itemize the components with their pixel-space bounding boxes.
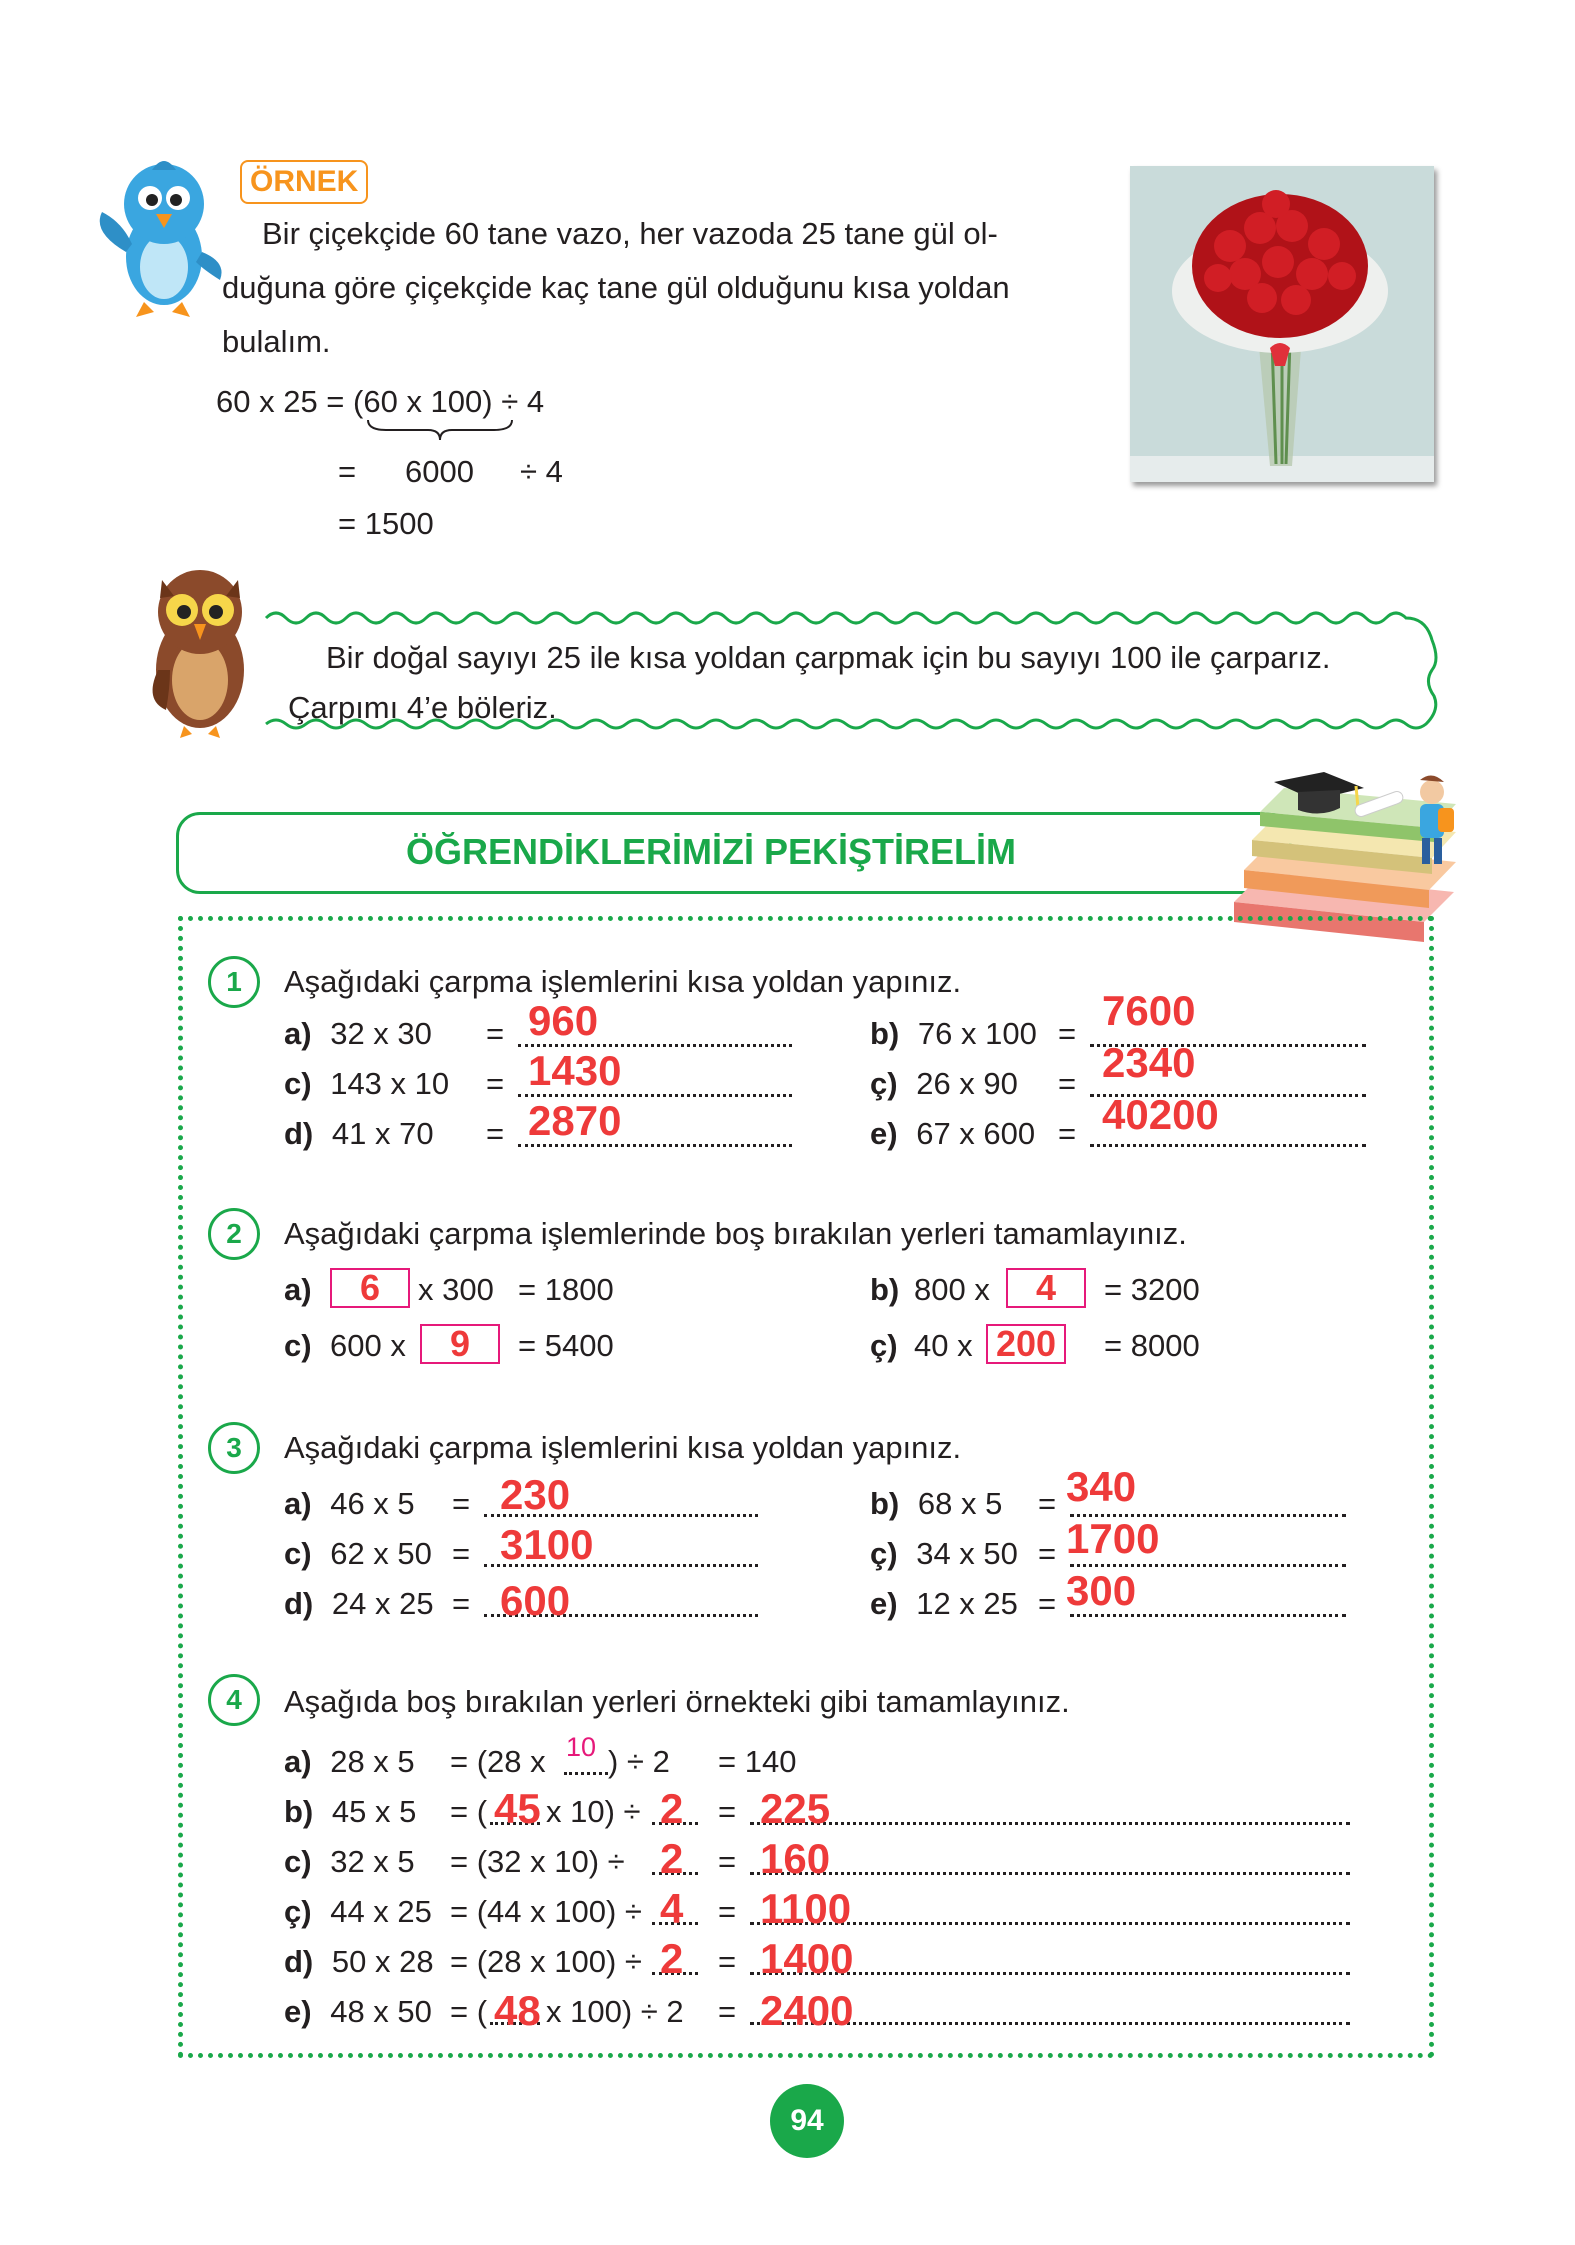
example-calc-line1: [216, 386, 544, 417]
q3-item-b-answer: 340: [1066, 1463, 1137, 1510]
q4-row-e: [284, 1996, 432, 2027]
info-text-line1: Bir doğal sayıyı 25 ile kısa yoldan çarpmak için bu sayıyı 100 ile çarparız.: [326, 640, 1331, 675]
q3-item-d: [284, 1588, 434, 1619]
question-4-number: 4: [208, 1674, 260, 1726]
question-4-prompt: Aşağıda boş bırakılan yerleri örnekteki gibi tamamlayınız.: [284, 1684, 1070, 1719]
q3-item-a: [284, 1488, 415, 1519]
q3-item-cc-expr: 34 x 50: [916, 1536, 1018, 1571]
q1-item-d-expr: 41 x 70: [331, 1116, 434, 1151]
question-1-prompt: Aşağıdaki çarpma işlemlerini kısa yoldan yapınız.: [284, 964, 962, 999]
q1-item-e-answer: 40200: [1102, 1091, 1219, 1138]
example-badge-label: ÖRNEK: [250, 165, 359, 198]
q1-item-c-label: c): [284, 1066, 312, 1101]
q1-item-cc-expr: 26 x 90: [916, 1066, 1018, 1101]
q4-row-c-label: c): [284, 1844, 312, 1879]
question-2-prompt: Aşağıdaki çarpma işlemlerinde boş bırakılan yerleri tamamlayınız.: [284, 1216, 1187, 1251]
q4-example-row: [284, 1746, 415, 1777]
q2-cc-answer: 200: [995, 1323, 1057, 1364]
example-text-line1: Bir çiçekçide 60 tane vazo, her vazoda 25 tane gül ol-: [262, 216, 998, 251]
q4-row-c-result-line: [750, 1872, 1350, 1875]
q1-item-d: [284, 1118, 434, 1149]
q4-row-d: [284, 1946, 434, 1977]
q4-row-b-answer1: 45: [494, 1785, 541, 1832]
q1-item-cc-label: ç): [870, 1066, 898, 1101]
q4-row-e-label: e): [284, 1994, 312, 2029]
q4-example-p2: ) ÷ 2: [608, 1744, 670, 1779]
question-3-number: 3: [208, 1422, 260, 1474]
q1-item-d-eq: =: [486, 1116, 505, 1151]
q4-example-result: = 140: [718, 1744, 797, 1779]
question-3-prompt: Aşağıdaki çarpma işlemlerini kısa yoldan yapınız.: [284, 1430, 962, 1465]
q2-c-pre: 600 x: [330, 1328, 406, 1363]
page-number: [770, 2084, 844, 2158]
calc1-right: ÷ 4: [492, 384, 545, 419]
q4-row-c: [284, 1846, 415, 1877]
q1-item-cc-eq: =: [1058, 1066, 1077, 1101]
q3-item-e-expr: 12 x 25: [916, 1586, 1018, 1621]
q4-row-e-eq: =: [718, 1994, 737, 2029]
q4-row-d-expr: 50 x 28: [331, 1944, 434, 1979]
q4-row-e-answer3: 2400: [760, 1987, 854, 2034]
q4-row-cc-p1: = (44 x 100) ÷: [450, 1894, 642, 1929]
q1-item-e: [870, 1118, 1035, 1149]
q2-cc-pre: 40 x: [914, 1328, 973, 1363]
q1-item-a-expr: 32 x 30: [330, 1016, 432, 1051]
q3-item-a-answer: 230: [500, 1471, 571, 1518]
example-text-line3: bulalım.: [222, 324, 331, 359]
q3-item-b-eq: =: [1038, 1486, 1057, 1521]
q3-item-d-answer: 600: [500, 1577, 571, 1624]
q1-item-d-label: d): [284, 1116, 314, 1151]
q4-row-cc-eq: =: [718, 1894, 737, 1929]
q4-row-b-p2: x 10) ÷: [546, 1794, 641, 1829]
q3-item-a-label: a): [284, 1486, 312, 1521]
brace-icon: [366, 418, 514, 442]
example-badge: [240, 160, 368, 204]
q4-example-p1: = (28 x: [450, 1744, 546, 1779]
q3-item-a-eq: =: [452, 1486, 471, 1521]
q4-row-c-answer3: 160: [760, 1835, 831, 1882]
q1-item-a-eq: =: [486, 1016, 505, 1051]
q3-item-e-eq: =: [1038, 1586, 1057, 1621]
q4-row-c-answer2: 2: [660, 1835, 684, 1882]
q4-row-b-label: b): [284, 1794, 314, 1829]
q4-row-b-result-line: [750, 1822, 1350, 1825]
q4-row-cc-label: ç): [284, 1894, 312, 1929]
q3-item-cc-eq: =: [1038, 1536, 1057, 1571]
example-calc-line3: = 1500: [338, 506, 434, 541]
q4-row-b-expr: 45 x 5: [331, 1794, 417, 1829]
q3-item-b-label: b): [870, 1486, 900, 1521]
q2-a-blank-box: [330, 1268, 410, 1308]
q2-c-result: = 5400: [518, 1328, 614, 1363]
q1-item-b-label: b): [870, 1016, 900, 1051]
q1-item-c-expr: 143 x 10: [330, 1066, 450, 1101]
q4-row-d-answer2: 2: [660, 1935, 684, 1982]
q4-example-fill-line: [564, 1772, 608, 1775]
q3-item-c-answer: 3100: [500, 1521, 594, 1568]
q1-item-e-label: e): [870, 1116, 898, 1151]
q4-row-c-p1: = (32 x 10) ÷: [450, 1844, 625, 1879]
page-number-label: 94: [790, 2104, 824, 2137]
example-text-line2: duğuna göre çiçekçide kaç tane gül olduğunu kısa yoldan: [222, 270, 1010, 305]
q4-row-e-answer1: 48: [494, 1987, 541, 2034]
example-calc2-value: 6000: [405, 454, 474, 489]
q4-row-e-p1: = (: [450, 1994, 488, 2029]
bird-mascot-illustration: [92, 152, 232, 322]
q4-row-e-p2: x 100) ÷ 2: [546, 1994, 684, 2029]
q4-row-d-answer3: 1400: [760, 1935, 854, 1982]
q3-item-c-label: c): [284, 1536, 312, 1571]
q4-row-d-label: d): [284, 1944, 314, 1979]
q4-row-d-p1: = (28 x 100) ÷: [450, 1944, 642, 1979]
q2-c-answer: 9: [449, 1323, 471, 1364]
q1-item-d-answer-line: [518, 1144, 792, 1147]
q1-item-b-eq: =: [1058, 1016, 1077, 1051]
q1-item-e-answer-line: [1090, 1144, 1366, 1147]
calc1-paren: (60 x 100): [353, 384, 493, 419]
q1-item-b-expr: 76 x 100: [917, 1016, 1037, 1051]
q1-item-b: [870, 1018, 1037, 1049]
q2-a-rest: x 300: [418, 1272, 494, 1307]
q1-item-c: [284, 1068, 449, 1099]
q2-a-answer: 6: [359, 1267, 381, 1308]
example-calc2-eq: =: [338, 454, 357, 489]
q3-item-e-answer: 300: [1066, 1567, 1137, 1614]
q4-row-b-p1: = (: [450, 1794, 488, 1829]
q1-item-e-eq: =: [1058, 1116, 1077, 1151]
q1-item-c-eq: =: [486, 1066, 505, 1101]
q1-item-d-answer: 2870: [528, 1097, 622, 1144]
q3-item-b-expr: 68 x 5: [917, 1486, 1003, 1521]
q1-item-b-answer: 7600: [1102, 987, 1196, 1034]
info-text-line2: Çarpımı 4’e böleriz.: [288, 690, 557, 725]
q4-row-e-expr: 48 x 50: [330, 1994, 432, 2029]
q3-item-b: [870, 1488, 1002, 1519]
q3-item-e-label: e): [870, 1586, 898, 1621]
q4-row-b-answer3: 225: [760, 1785, 831, 1832]
q2-b-blank-box: [1006, 1268, 1086, 1308]
q2-a-result: = 1800: [518, 1272, 614, 1307]
q1-item-cc: [870, 1068, 1018, 1099]
q4-row-cc-answer3: 1100: [760, 1885, 852, 1932]
q4-row-cc: [284, 1896, 432, 1927]
q4-row-cc-answer2: 4: [660, 1885, 684, 1932]
q4-row-b-answer2: 2: [660, 1785, 684, 1832]
q2-b-result: = 3200: [1104, 1272, 1200, 1307]
question-2-number: 2: [208, 1208, 260, 1260]
question-1-number: 1: [208, 956, 260, 1008]
q1-item-cc-answer: 2340: [1102, 1039, 1196, 1086]
q4-row-b-eq: =: [718, 1794, 737, 1829]
q2-a-label: a): [284, 1272, 312, 1307]
q4-example-expr: 28 x 5: [330, 1744, 415, 1779]
q2-c-blank-box: [420, 1324, 500, 1364]
q3-item-cc-answer: 1700: [1066, 1515, 1160, 1562]
q1-item-a: [284, 1018, 432, 1049]
example-calc2-divisor: ÷ 4: [520, 454, 563, 489]
q4-row-d-eq: =: [718, 1944, 737, 1979]
q1-item-e-expr: 67 x 600: [916, 1116, 1036, 1151]
q3-item-c: [284, 1538, 432, 1569]
q3-item-cc-label: ç): [870, 1536, 898, 1571]
q4-row-c-eq: =: [718, 1844, 737, 1879]
q1-item-c-answer: 1430: [528, 1047, 622, 1094]
q4-row-b: [284, 1796, 416, 1827]
q4-example-fill: 10: [566, 1732, 597, 1762]
q2-cc-label: ç): [870, 1328, 898, 1363]
calc1-left: 60 x 25 =: [216, 384, 354, 419]
q2-b-answer: 4: [1035, 1267, 1057, 1308]
q3-item-cc: [870, 1538, 1018, 1569]
roses-vase-photo: [1130, 166, 1434, 482]
q3-item-d-eq: =: [452, 1586, 471, 1621]
q2-b-pre: 800 x: [914, 1272, 990, 1307]
q1-item-a-label: a): [284, 1016, 312, 1051]
q4-example-label: a): [284, 1744, 312, 1779]
q2-c-label: c): [284, 1328, 312, 1363]
q2-cc-result: = 8000: [1104, 1328, 1200, 1363]
q3-item-c-expr: 62 x 50: [330, 1536, 432, 1571]
q3-item-a-expr: 46 x 5: [330, 1486, 415, 1521]
q4-row-c-expr: 32 x 5: [330, 1844, 415, 1879]
q3-item-d-expr: 24 x 25: [331, 1586, 434, 1621]
q2-cc-blank-box: [986, 1324, 1066, 1364]
q4-row-cc-expr: 44 x 25: [330, 1894, 432, 1929]
q3-item-e-answer-line: [1070, 1614, 1346, 1617]
q2-b-label: b): [870, 1272, 900, 1307]
q3-item-c-eq: =: [452, 1536, 471, 1571]
q1-item-a-answer: 960: [528, 997, 599, 1044]
q3-item-e: [870, 1588, 1018, 1619]
q3-item-d-label: d): [284, 1586, 314, 1621]
section-title: ÖĞRENDİKLERİMİZİ PEKİŞTİRELİM: [405, 831, 1016, 872]
